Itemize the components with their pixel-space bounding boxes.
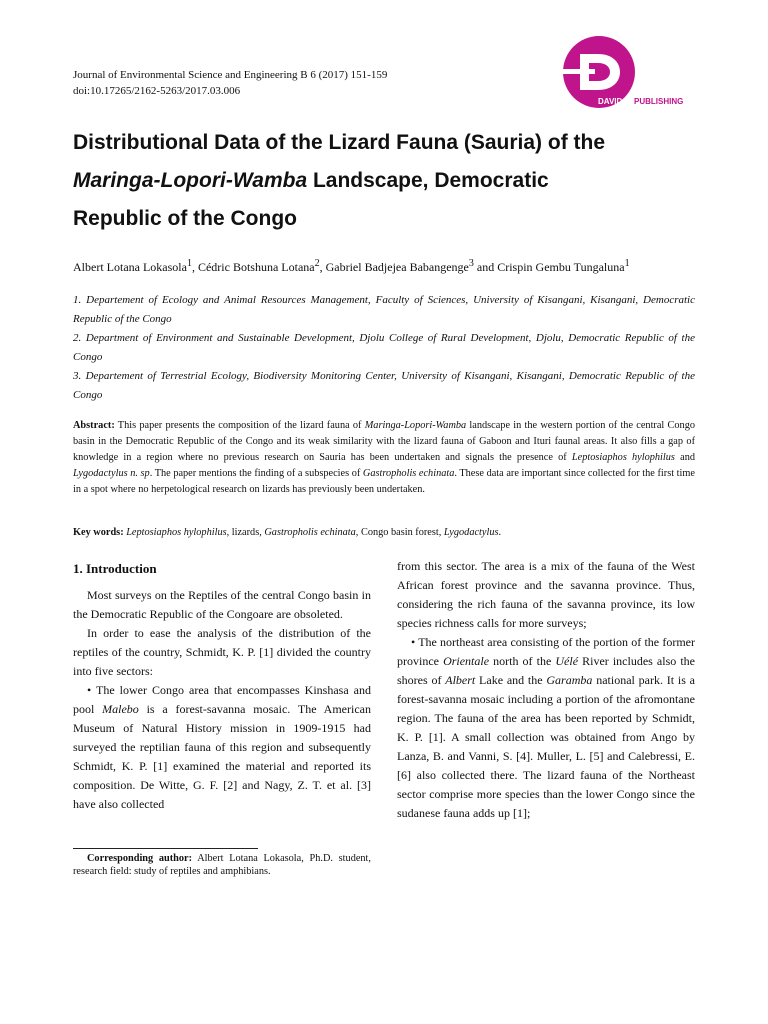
- paragraph-text: Lake and the: [475, 673, 547, 687]
- abstract-italic: Maringa-Lopori-Wamba: [364, 420, 467, 431]
- author-affil-marker: 1: [186, 258, 192, 269]
- keyword-italic: Gastropholis echinata: [264, 527, 356, 538]
- author-separator: ,: [191, 260, 198, 274]
- title-line-2: [73, 162, 713, 200]
- journal-header: [73, 67, 387, 99]
- publisher-logo: [556, 36, 706, 116]
- paragraph-italic: Malebo: [102, 702, 139, 716]
- author-affil-marker: 1: [624, 258, 630, 269]
- abstract-italic: Gastropholis echinata: [362, 468, 455, 479]
- paragraph-text: • The northeast area consisting of the portion of the former province: [397, 635, 695, 668]
- body-column-left: [73, 558, 371, 814]
- abstract-text: . These data are important since collected for the first time in a spot where no herpetological research on lizards has previously been undertaken.: [73, 468, 695, 495]
- title-italic-place: Maringa-Lopori-Wamba: [73, 169, 308, 192]
- intro-bullet-lower-congo: [73, 681, 371, 814]
- keyword-text: , Congo basin forest,: [355, 527, 444, 538]
- keyword-italic: Lygodactylus: [443, 527, 499, 538]
- abstract: [73, 418, 695, 498]
- affiliation-1: 1. Departement of Ecology and Animal Resources Management, Faculty of Sciences, University of Kisangani, Kisangani, Democratic Republic of the Congo: [73, 294, 695, 325]
- paragraph-text: north of the: [489, 654, 556, 668]
- doi: doi:10.17265/2162-5263/2017.03.006: [73, 85, 241, 97]
- keyword-text: .: [498, 527, 502, 538]
- keywords-label: Key words:: [73, 527, 124, 538]
- intro-paragraph-1: Most surveys on the Reptiles of the central Congo basin in the Democratic Republic of the Congoare are obsoleted.: [73, 588, 371, 621]
- footnote-text: Albert Lotana Lokasola, Ph.D. student, research field: study of reptiles and amphibians.: [73, 853, 371, 877]
- paragraph-text: national park. It is a forest-savanna mosaic including a portion of the afromontane region. The fauna of the area has been reported by Schmidt, K. P. [1]. A small collection was obtained from Ango by Lanza, B. and Vanni, S. [4]. Muller, L. [5] and Calebressi, E. [6] also collected there. The lizard fauna of the Northeast sector comprise more species than the lower Congo since the sudanese fauna adds up [1];: [397, 673, 695, 820]
- author-name: Crispin Gembu Tungaluna: [497, 260, 625, 274]
- author-separator: and: [473, 260, 498, 274]
- title-line-2-rest: Landscape, Democratic: [307, 169, 549, 192]
- footnote-label: Corresponding author:: [87, 853, 193, 864]
- intro-bullet-northeast: [397, 633, 695, 823]
- abstract-text: landscape in the western portion of the central Congo basin in the Democratic Republic of the Congo and its weak similarity with the lizard fauna of Gaboon and Ituri faunal areas. It also fills a gap of knowledge in a region where no previous research on Sauria has been undertaken and signals the presence of: [73, 420, 695, 463]
- title-line-3: Republic of the Congo: [73, 207, 297, 230]
- intro-paragraph-2: In order to ease the analysis of the distribution of the reptiles of the country, Schmidt, K. P. [1] divided the country into five sectors:: [73, 626, 371, 678]
- paragraph-text: River includes also the shores of: [397, 654, 695, 687]
- author-name: Gabriel Badjejea Babangenge: [325, 260, 469, 274]
- paragraph-italic: Garamba: [546, 673, 593, 687]
- abstract-text: and: [674, 452, 695, 463]
- publisher-logo-icon: [556, 36, 706, 116]
- affiliation-3: 3. Departement of Terrestrial Ecology, Biodiversity Monitoring Center, University of Kisangani, Kisangani, Democratic Republic of the Congo: [73, 370, 695, 401]
- keyword-italic: Leptosiaphos hylophilus: [126, 527, 227, 538]
- abstract-text: This paper presents the composition of the lizard fauna of: [114, 420, 365, 431]
- author-affil-marker: 2: [314, 258, 320, 269]
- section-heading-introduction: 1. Introduction: [73, 561, 157, 576]
- abstract-italic: Leptosiaphos hylophilus: [571, 452, 675, 463]
- paragraph-text: is a forest-savanna mosaic. The American Museum of Natural History mission in 1909-1915 had surveyed the reptilian fauna of this region and subsequently Schmidt, K. P. [1] examined the material and reported its composition. De Witte, G. F. [2] and Nagy, Z. T. et al. [3] have also collected: [73, 702, 371, 811]
- author-list: [73, 254, 695, 277]
- affiliation-2: 2. Department of Environment and Sustainable Development, Djolu College of Rural Development, Djolu, Democratic Republic of the Congo: [73, 332, 695, 363]
- body-column-right: [397, 557, 695, 823]
- logo-text-left: DAVID: [598, 97, 623, 106]
- paragraph-italic: Albert: [445, 673, 476, 687]
- author-name: Cédric Botshuna Lotana: [197, 260, 315, 274]
- footnote-divider: [73, 848, 258, 849]
- abstract-text: . The paper mentions the finding of a subspecies of: [149, 468, 363, 479]
- journal-citation: Journal of Environmental Science and Engineering B 6 (2017) 151-159: [73, 69, 388, 81]
- paragraph-italic: Orientale: [443, 654, 490, 668]
- author-name: Albert Lotana Lokasola: [73, 260, 187, 274]
- author-separator: ,: [319, 260, 326, 274]
- author-affil-marker: 3: [468, 258, 474, 269]
- logo-text-right: PUBLISHING: [634, 97, 684, 106]
- paragraph-text: • The lower Congo area that encompasses Kinshasa and pool: [73, 683, 371, 716]
- paragraph-italic: Uélé: [555, 654, 579, 668]
- corresponding-author-footnote: [73, 852, 371, 878]
- right-paragraph-1: from this sector. The area is a mix of the fauna of the West African forest province and the savanna province. Thus, considering the rich fauna of the savanna province, its low species richness calls for more surveys;: [397, 559, 695, 630]
- abstract-italic: Lygodactylus n. sp: [73, 468, 150, 479]
- keywords: [73, 525, 695, 541]
- keyword-text: , lizards,: [226, 527, 265, 538]
- affiliations: [73, 291, 695, 405]
- title-line-1: Distributional Data of the Lizard Fauna (Sauria) of the: [73, 131, 606, 154]
- paper-title: [73, 124, 713, 238]
- abstract-label: Abstract:: [73, 420, 115, 431]
